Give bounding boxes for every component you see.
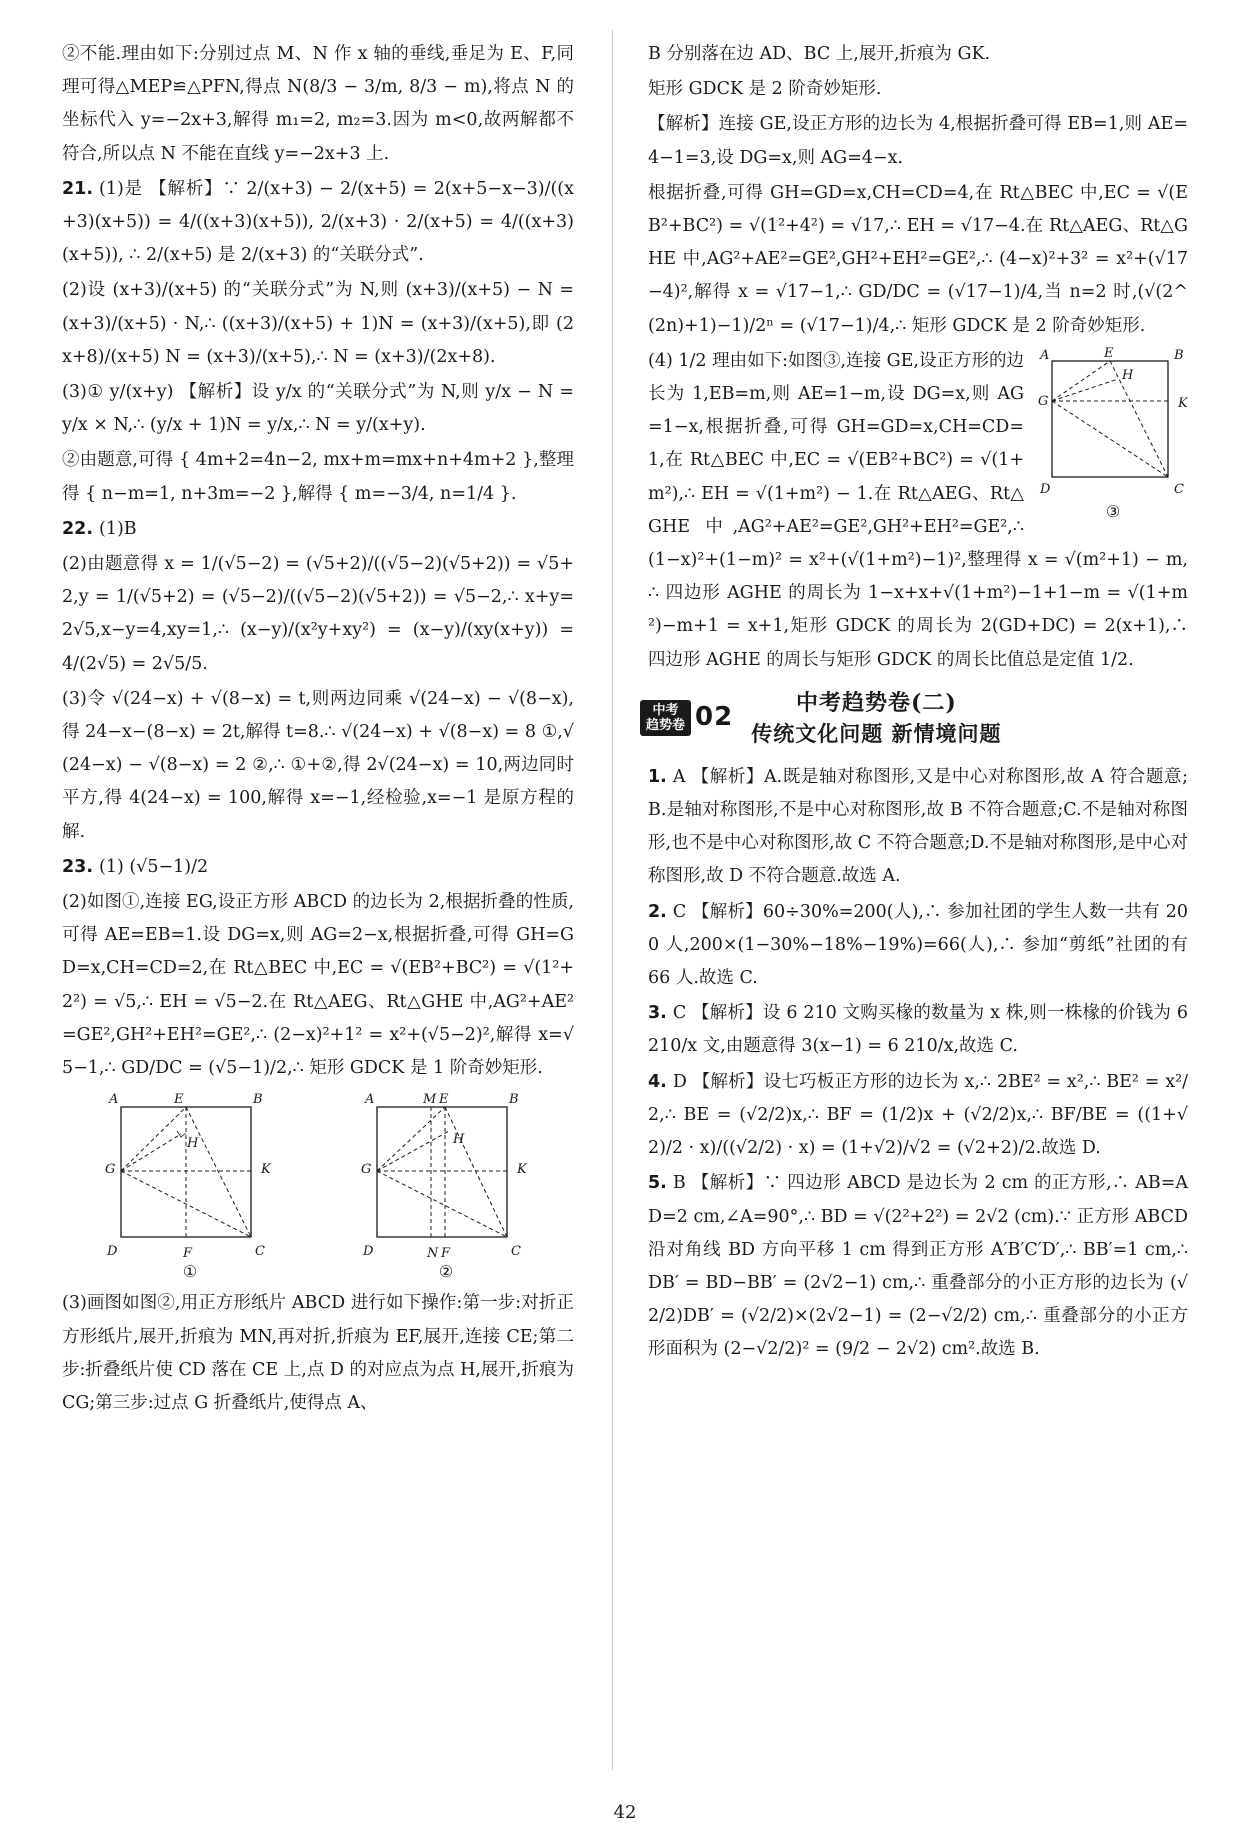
section-titles <box>751 687 1001 749</box>
q21-part-1 <box>62 173 574 273</box>
svg-text:C: C <box>255 1244 265 1260</box>
answer-1 <box>648 761 1188 894</box>
section-badge-bottom: 趋势卷 <box>646 717 686 733</box>
figure-3-diagram <box>1038 347 1188 497</box>
figure-1-diagram <box>105 1091 275 1261</box>
svg-text:B: B <box>253 1092 263 1108</box>
svg-text:C: C <box>1174 481 1184 497</box>
answer-2-text: C 【解析】60÷30%=200(人),∴ 参加社团的学生人数一共有 200 人,200×(1−30%−18%−19%)=66(人),∴ 参加“剪纸”社团的有 66 人.故选 C. <box>648 901 1188 989</box>
section-badge-box <box>640 700 691 736</box>
section-title: 中考趋势卷(二) <box>795 689 957 716</box>
page-number: 42 <box>613 1802 637 1823</box>
q21-part-2: (2)设 (x+3)/(x+5) 的“关联分式”为 N,则 (x+3)/(x+5) − N = (x+3)/(x+5) · N,∴ ((x+3)/(x+5) + 1)N = (x+3)/(x+5),即 (2x+8)/(x+5) N = (x+3)/(x+5),∴ N = (x+3)/(2x+8). <box>62 280 574 367</box>
figure-2 <box>361 1091 531 1281</box>
svg-text:G: G <box>105 1162 116 1178</box>
svg-text:D: D <box>1040 481 1051 497</box>
answer-4 <box>648 1066 1188 1166</box>
q23-figures <box>62 1091 574 1281</box>
figure-2-caption: ② <box>438 1262 454 1282</box>
svg-text:E: E <box>1104 346 1114 361</box>
svg-text:D: D <box>363 1244 374 1260</box>
svg-text:N: N <box>427 1246 439 1262</box>
answer-2-number: 2. <box>648 901 667 922</box>
left-column <box>62 38 574 1422</box>
answer-3-number: 3. <box>648 1003 667 1024</box>
q23-part-3: (3)画图如图②,用正方形纸片 ABCD 进行如下操作:第一步:对折正方形纸片,展开,折痕为 MN,再对折,折痕为 EF,展开,连接 CE;第二步:折叠纸片使 CD 落在 CE 上,点 D 的对应点为点 H,展开,折痕为 CG;第三步:过点 G 折叠纸片,使得点 A、 <box>62 1293 574 1413</box>
figure-2-diagram <box>361 1091 531 1261</box>
figure-1-caption: ① <box>182 1262 198 1282</box>
svg-text:A: A <box>109 1092 119 1108</box>
svg-text:G: G <box>1038 393 1049 409</box>
q23-part-4: (4) 1/2 理由如下:如图③,连接 GE,设正方形的边长为 1,EB=m,则 AE=1−m,设 DG=x,则 AG=1−x,根据折叠,可得 GH=GD=x,CH=CD=1,在 Rt△BEC 中,EC = √(EB²+BC²) = √(1+m²),∴ EH = √(1+m²) − 1.在 Rt△AEG、Rt△GHE 中,AG²+AE²=GE²,GH²+EH²=GE²,∴ (1−x)²+(1−m)² = x²+(√(1+m²)−1)²,整理得 x = √(m²+1) − m,∴ 四边形 AGHE 的周长为 1−x+x+√(1+m²)−1+1−m = √(1+m²)−m+1 = x+1,矩形 GDCK 的周长为 2(GD+DC) = 2(x+1),∴ 四边形 AGHE 的周长与矩形 GDCK 的周长比值总是定值 1/2. <box>648 350 1188 670</box>
q22-number: 22. <box>62 518 94 539</box>
q23-continuation-1: B 分别落在边 AD、BC 上,展开,折痕为 GK. <box>648 44 991 64</box>
q23-continuation-4: 根据折叠,可得 GH=GD=x,CH=CD=4,在 Rt△BEC 中,EC = √(EB²+BC²) = √(1²+4²) = √17,∴ EH = √17−4.在 Rt△AEG、Rt△GHE 中,AG²+AE²=GE²,GH²+EH²=GE²,∴ (4−x)²+3² = x²+(√17−4)²,解得 x = √17−1,∴ GD/DC = (√17−1)/4,当 n=2 时,(√(2^(2n)+1)−1)/2ⁿ = (√17−1)/4,∴ 矩形 GDCK 是 2 阶奇妙矩形. <box>648 182 1188 336</box>
answer-4-number: 4. <box>648 1071 667 1092</box>
svg-text:E: E <box>439 1092 449 1108</box>
answer-5 <box>648 1167 1188 1366</box>
answer-5-text: B 【解析】∵ 四边形 ABCD 是边长为 2 cm 的正方形,∴ AB=AD=2 cm,∠A=90°,∴ BD = √(2²+2²) = 2√2 (cm).∵ 正方形 ABCD 沿对角线 BD 方向平移 1 cm 得到正方形 A′B′C′D′,∴ BB′=1 cm,∴ DB′ = BD−BB′ = (2√2−1) cm,∴ 重叠部分的小正方形的边长为 (√2/2)DB′ = (√2/2)×(2√2−1) = (2−√2/2) cm,∴ 重叠部分的小正方形面积为 (2−√2/2)² = (9/2 − 2√2) cm².故选 B. <box>648 1173 1188 1360</box>
section-badge-top: 中考 <box>652 702 679 718</box>
answer-1-text: A 【解析】A.既是轴对称图形,又是中心对称图形,故 A 符合题意;B.是轴对称图形,不是中心对称图形,故 B 不符合题意;C.不是轴对称图形,也不是中心对称图形,故 C 不符合题意;D.不是轴对称图形,是中心对称图形,故 D 不符合题意.故选 A. <box>648 766 1188 887</box>
svg-text:A: A <box>365 1092 375 1108</box>
answer-3-text: C 【解析】设 6 210 文购买椽的数量为 x 株,则一株椽的价钱为 6 210/x 文,由题意得 3(x−1) = 6 210/x,故选 C. <box>648 1003 1188 1057</box>
figure-3-caption: ③ <box>1105 501 1121 521</box>
svg-text:B: B <box>509 1092 519 1108</box>
svg-text:B: B <box>1174 347 1184 363</box>
svg-text:A: A <box>1040 347 1050 363</box>
q21-number: 21. <box>62 178 94 199</box>
figure-1 <box>105 1091 275 1281</box>
svg-text:H: H <box>453 1132 465 1148</box>
section-badge-number: 02 <box>695 702 734 733</box>
q23-part-2: (2)如图①,连接 EG,设正方形 ABCD 的边长为 2,根据折叠的性质,可得 AE=EB=1.设 DG=x,则 AG=2−x,根据折叠,可得 GH=GD=x,CH=CD=2,在 Rt△BEC 中,EC = √(EB²+BC²) = √(1²+2²) = √5,∴ EH = √5−2.在 Rt△AEG、Rt△GHE 中,AG²+AE²=GE²,GH²+EH²=GE²,∴ (2−x)²+1² = x²+(√5−2)²,解得 x=√5−1,∴ GD/DC = (√5−1)/2,∴ 矩形 GDCK 是 1 阶奇妙矩形. <box>62 892 574 1079</box>
q23-number: 23. <box>62 856 94 877</box>
q22-part-1 <box>62 513 574 546</box>
answer-1-number: 1. <box>648 766 667 787</box>
svg-text:H: H <box>187 1136 199 1152</box>
svg-text:G: G <box>361 1162 372 1178</box>
section-subtitle: 传统文化问题 新情境问题 <box>751 720 1002 746</box>
q21-part-1-text: (1)是 【解析】∵ 2/(x+3) − 2/(x+5) = 2(x+5−x−3)/((x+3)(x+5)) = 4/((x+3)(x+5)), 2/(x+3) · 2/(x+5) = 4/((x+3)(x+5)), ∴ 2/(x+5) 是 2/(x+3) 的“关联分式”. <box>62 178 574 266</box>
svg-text:E: E <box>174 1092 184 1108</box>
svg-text:F: F <box>441 1246 451 1262</box>
q22-part-2: (2)由题意得 x = 1/(√5−2) = (√5+2)/((√5−2)(√5+2)) = √5+2,y = 1/(√5+2) = (√5−2)/((√5−2)(√5+2)) = √5−2,∴ x+y=2√5,x−y=4,xy=1,∴ (x−y)/(x²y+xy²) = (x−y)/(xy(x+y)) = 4/(2√5) = 2√5/5. <box>62 554 574 674</box>
column-divider <box>612 30 613 1770</box>
figure-3 <box>1038 347 1188 521</box>
svg-text:K: K <box>1178 395 1188 411</box>
answer-5-number: 5. <box>648 1173 667 1194</box>
section-badge <box>640 700 733 736</box>
q23-part-1 <box>62 851 574 884</box>
q21-part-4: ②由题意,可得 { 4m+2=4n−2, mx+m=mx+n+4m+2 },整理得 { n−m=1, n+3m=−2 },解得 { m=−3/4, n=1/4 }. <box>62 450 574 504</box>
section-header <box>640 687 1188 749</box>
q20-continuation: ②不能.理由如下:分别过点 M、N 作 x 轴的垂线,垂足为 E、F,同理可得△MEP≌△PFN,得点 N(8/3 − 3/m, 8/3 − m),将点 N 的坐标代入 y=−2x+3,解得 m₁=2, m₂=3.因为 m<0,故两解都不符合,所以点 N 不能在直线 y=−2x+3 上. <box>62 44 574 164</box>
svg-text:C: C <box>511 1244 521 1260</box>
q22-part-1-text: (1)B <box>99 518 137 539</box>
q23-continuation-2: 矩形 GDCK 是 2 阶奇妙矩形. <box>648 79 882 100</box>
q21-part-3: (3)① y/(x+y) 【解析】设 y/x 的“关联分式”为 N,则 y/x − N = y/x × N,∴ (y/x + 1)N = y/x,∴ N = y/(x+y). <box>62 382 574 436</box>
answer-2 <box>648 896 1188 996</box>
svg-text:H: H <box>1122 367 1134 383</box>
svg-text:K: K <box>261 1162 271 1178</box>
svg-text:M: M <box>423 1092 437 1108</box>
svg-text:K: K <box>517 1162 527 1178</box>
right-column <box>648 38 1188 1369</box>
q22-part-3: (3)令 √(24−x) + √(8−x) = t,则两边同乘 √(24−x) − √(8−x),得 24−x−(8−x) = 2t,解得 t=8.∴ √(24−x) + √(8−x) = 8 ①,√(24−x) − √(8−x) = 2 ②,∴ ①+②,得 2√(24−x) = 10,两边同时平方,得 4(24−x) = 100,解得 x=−1,经检验,x=−1 是原方程的解. <box>62 688 574 842</box>
q23-part-1-text: (1) (√5−1)/2 <box>99 856 209 877</box>
svg-text:D: D <box>107 1244 118 1260</box>
answer-4-text: D 【解析】设七巧板正方形的边长为 x,∴ 2BE² = x²,∴ BE² = x²/2,∴ BE = (√2/2)x,∴ BF = (1/2)x + (√2/2)x,∴ BF/BE = ((1+√2)/2 · x)/((√2/2) · x) = (1+√2)/√2 = (√2+2)/2.故选 D. <box>648 1071 1188 1159</box>
q23-continuation-3: 【解析】连接 GE,设正方形的边长为 4,根据折叠可得 EB=1,则 AE=4−1=3,设 DG=x,则 AG=4−x. <box>648 114 1188 168</box>
svg-text:F: F <box>183 1246 193 1262</box>
answer-3 <box>648 997 1188 1063</box>
